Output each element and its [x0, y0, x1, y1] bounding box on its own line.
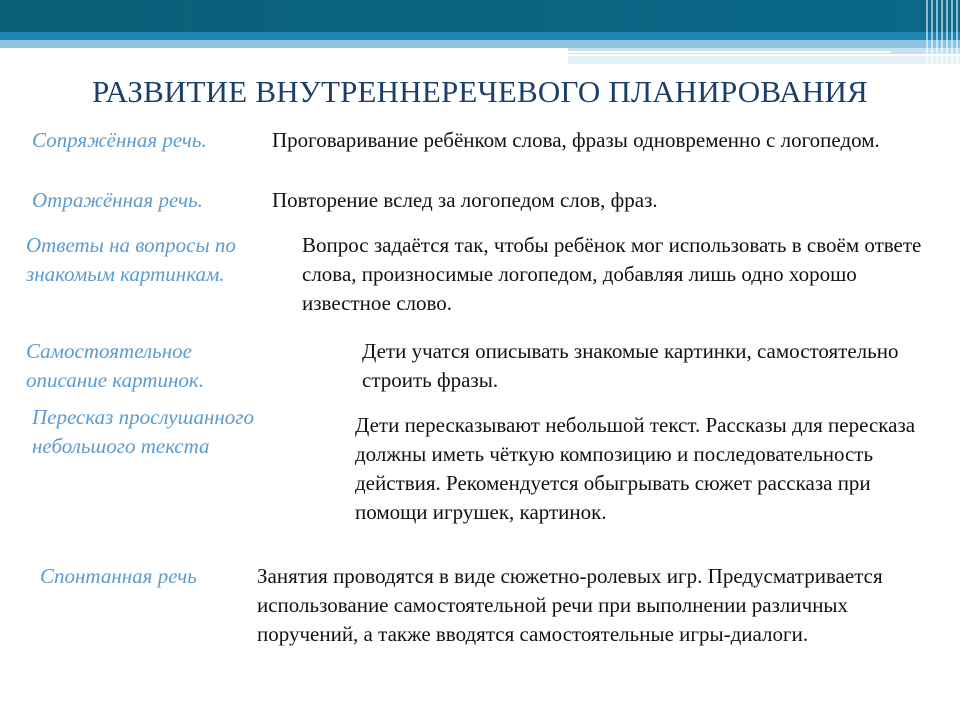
banner-band-mid: [0, 32, 960, 40]
term-independent-description: Самостоятельное описание картинок.: [26, 339, 204, 392]
banner-thin-line: [568, 51, 890, 53]
top-banner: [0, 0, 960, 68]
term-reflected-speech: Отражённая речь.: [32, 188, 203, 212]
term-spontaneous-speech: Спонтанная речь: [40, 564, 197, 588]
term-conjugate-speech: Сопряжённая речь.: [32, 128, 207, 152]
banner-band-light: [0, 40, 960, 48]
desc-spontaneous-speech: Занятия проводятся в виде сюжетно-ролевых игр. Предусматривается использование самостоятельной речи при выполнении различных поручений, а также вводятся самостоятельные игры-диалоги.: [257, 564, 883, 646]
banner-band-dark: [0, 0, 960, 32]
term-answers-to-questions: Ответы на вопросы по знакомым картинкам.: [26, 233, 236, 286]
desc-answers-to-questions: Вопрос задаётся так, чтобы ребёнок мог использовать в своём ответе слова, произносимые логопедом, добавляя лишь одно хорошо известное слово.: [302, 233, 922, 315]
desc-retelling: Дети пересказывают небольшой текст. Рассказы для пересказа должны иметь чёткую композицию и последовательность действия. Рекомендуется обыгрывать сюжет рассказа при помощи игрушек, картинок.: [355, 413, 916, 524]
banner-band-faint: [568, 56, 960, 64]
term-retelling: Пересказ прослушанного небольшого текста: [32, 405, 254, 458]
banner-vertical-stripes: [926, 0, 960, 68]
desc-independent-description: Дети учатся описывать знакомые картинки, самостоятельно строить фразы.: [362, 339, 899, 392]
desc-conjugate-speech: Проговаривание ребёнком слова, фразы одновременно с логопедом.: [272, 128, 880, 152]
slide-title: РАЗВИТИЕ ВНУТРЕННЕРЕЧЕВОГО ПЛАНИРОВАНИЯ: [92, 74, 868, 109]
desc-reflected-speech: Повторение вслед за логопедом слов, фраз.: [272, 188, 658, 212]
